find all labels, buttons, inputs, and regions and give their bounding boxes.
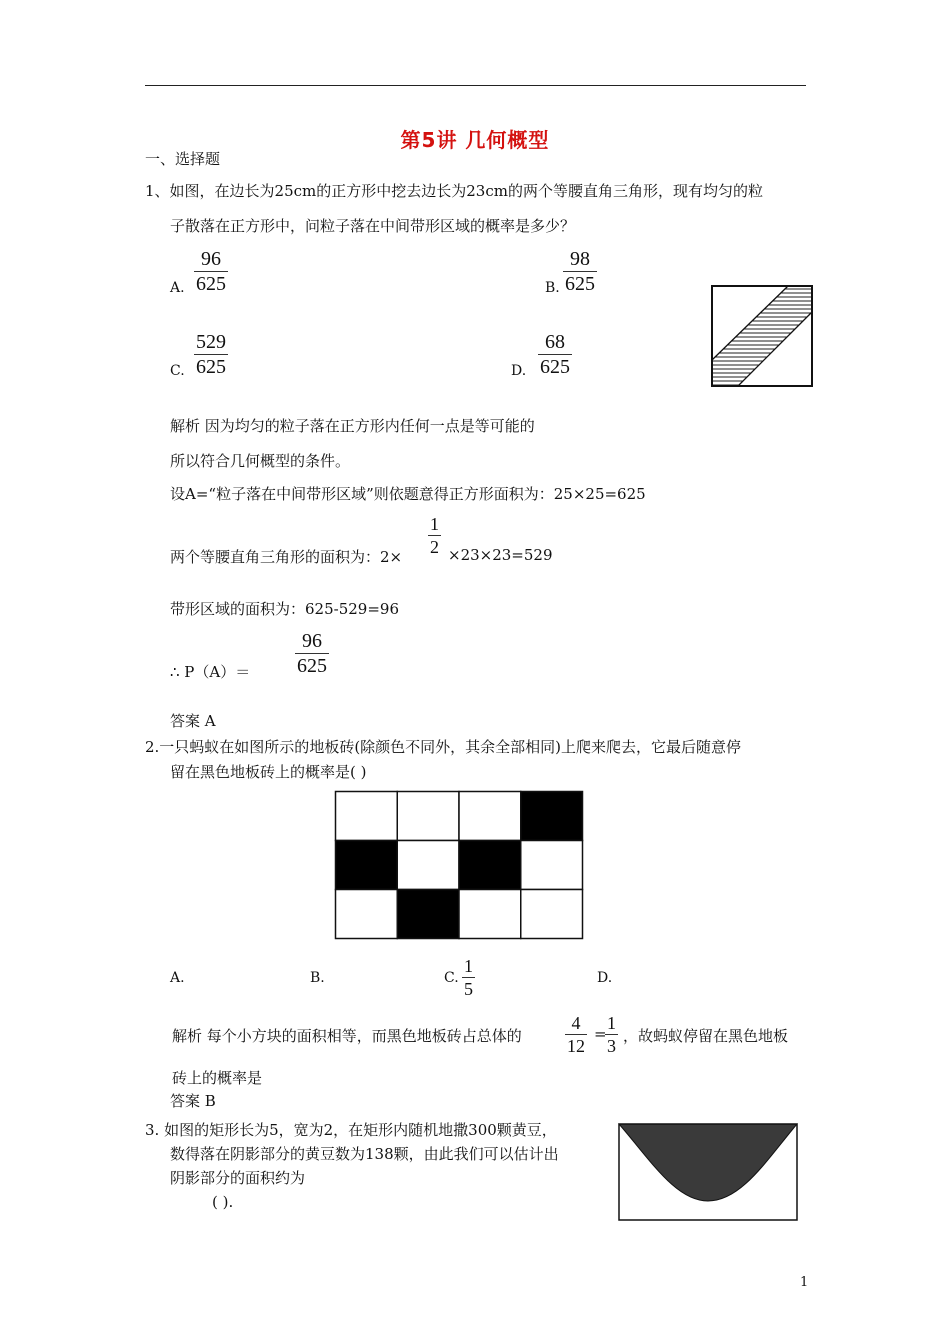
q1-option-a-fraction <box>194 247 228 296</box>
q2-fraction-1-3 <box>605 1012 618 1057</box>
fraction-numerator: 1 <box>430 514 439 534</box>
q1-solution-line1: 解析 因为均匀的粒子落在正方形内任何一点是等可能的 <box>170 417 535 435</box>
fraction-denominator: 625 <box>196 356 226 378</box>
q2-floor-tile-grid <box>334 790 584 940</box>
q1-option-c-fraction <box>194 330 228 379</box>
fraction-denominator: 625 <box>196 273 226 295</box>
q1-square-band-figure <box>710 284 814 388</box>
q2-option-a: A. <box>170 970 185 986</box>
q1-option-b-fraction <box>563 247 597 296</box>
q1-option-a-letter: A. <box>170 280 185 296</box>
q1-solution-line4-prefix: 两个等腰直角三角形的面积为：2× <box>170 548 403 566</box>
q1-solution-line5: 带形区域的面积为：625-529=96 <box>170 600 399 618</box>
fraction-denominator: 3 <box>607 1036 616 1056</box>
q3-rectangle-shaded-figure <box>616 1121 800 1223</box>
fraction-numerator: 98 <box>563 247 597 272</box>
q2-option-d: D. <box>597 970 613 986</box>
white-tile <box>397 792 459 841</box>
q1-option-d-fraction <box>538 330 572 379</box>
q2-option-c-letter: C. <box>444 970 459 986</box>
page-number: 1 <box>800 1275 809 1290</box>
q1-answer: 答案 A <box>170 712 216 730</box>
black-tile <box>521 792 583 841</box>
q2-stem-line2: 留在黑色地板砖上的概率是( ) <box>170 763 367 781</box>
black-tile <box>397 890 459 939</box>
white-tile <box>521 841 583 890</box>
q1-stem-line1: 1、如图，在边长为25cm的正方形中挖去边长为23cm的两个等腰直角三角形，现有均匀的粒 <box>145 182 763 200</box>
fraction-numerator: 529 <box>196 331 226 353</box>
q2-solution-line2: 砖上的概率是 <box>172 1069 263 1087</box>
q1-solution-line4-suffix: ×23×23=529 <box>448 546 553 564</box>
q1-solution-line2: 所以符合几何概型的条件。 <box>170 452 351 470</box>
fraction-denominator: 625 <box>565 273 595 295</box>
white-tile <box>397 841 459 890</box>
q2-solution-suffix: ，故蚂蚁停留在黑色地板 <box>623 1027 789 1045</box>
white-tile <box>521 890 583 939</box>
fraction-denominator: 2 <box>430 537 439 557</box>
page-title: 第5讲 几何概型 <box>400 128 550 152</box>
q2-option-c-fraction <box>462 955 475 1000</box>
q2-answer: 答案 B <box>170 1092 216 1110</box>
fraction-numerator: 96 <box>295 629 329 654</box>
fraction-numerator: 1 <box>607 1013 616 1033</box>
fraction-numerator: 96 <box>194 247 228 272</box>
fraction-denominator: 625 <box>297 655 327 677</box>
fraction-numerator: 4 <box>565 1012 587 1035</box>
fraction-numerator: 1 <box>464 956 473 976</box>
q2-solution-prefix: 解析 每个小方块的面积相等，而黑色地板砖占总体的 <box>172 1027 522 1045</box>
fraction-denominator: 5 <box>464 979 473 999</box>
q1-option-b-letter: B. <box>545 280 560 296</box>
white-tile <box>336 792 398 841</box>
q1-option-c-letter: C. <box>170 363 185 379</box>
q2-stem-line1: 2.一只蚂蚁在如图所示的地板砖(除颜色不同外，其余全部相同)上爬来爬去，它最后随意停 <box>145 738 742 756</box>
black-tile <box>336 841 398 890</box>
black-tile <box>459 841 521 890</box>
fraction-denominator: 625 <box>540 356 570 378</box>
q1-result-fraction <box>295 629 329 678</box>
q1-option-d-letter: D. <box>511 363 527 379</box>
q3-stem-line1: 3. 如图的矩形长为5，宽为2，在矩形内随机地撒300颗黄豆， <box>145 1121 557 1139</box>
q2-fraction-4-12 <box>565 1012 587 1057</box>
q3-stem-line3: 阴影部分的面积约为 <box>170 1169 306 1187</box>
q2-equals-sign: = <box>594 1025 607 1043</box>
q1-half-fraction <box>428 513 441 558</box>
white-tile <box>459 890 521 939</box>
q3-stem-line2: 数得落在阴影部分的黄豆数为138颗，由此我们可以估计出 <box>170 1145 559 1163</box>
q3-answer-blank: ( ). <box>212 1193 234 1211</box>
q1-solution-line6-prefix: ∴ P（A）＝ <box>170 663 251 681</box>
header-rule <box>145 85 806 86</box>
q1-stem-line2: 子散落在正方形中，问粒子落在中间带形区域的概率是多少？ <box>170 217 576 235</box>
q1-solution-line3: 设A=“粒子落在中间带形区域”则依题意得正方形面积为：25×25=625 <box>170 485 646 503</box>
white-tile <box>336 890 398 939</box>
fraction-denominator: 12 <box>567 1036 585 1056</box>
section-label: 一、选择题 <box>145 150 221 168</box>
fraction-numerator: 68 <box>538 330 572 355</box>
white-tile <box>459 792 521 841</box>
q2-option-b: B. <box>310 970 325 986</box>
